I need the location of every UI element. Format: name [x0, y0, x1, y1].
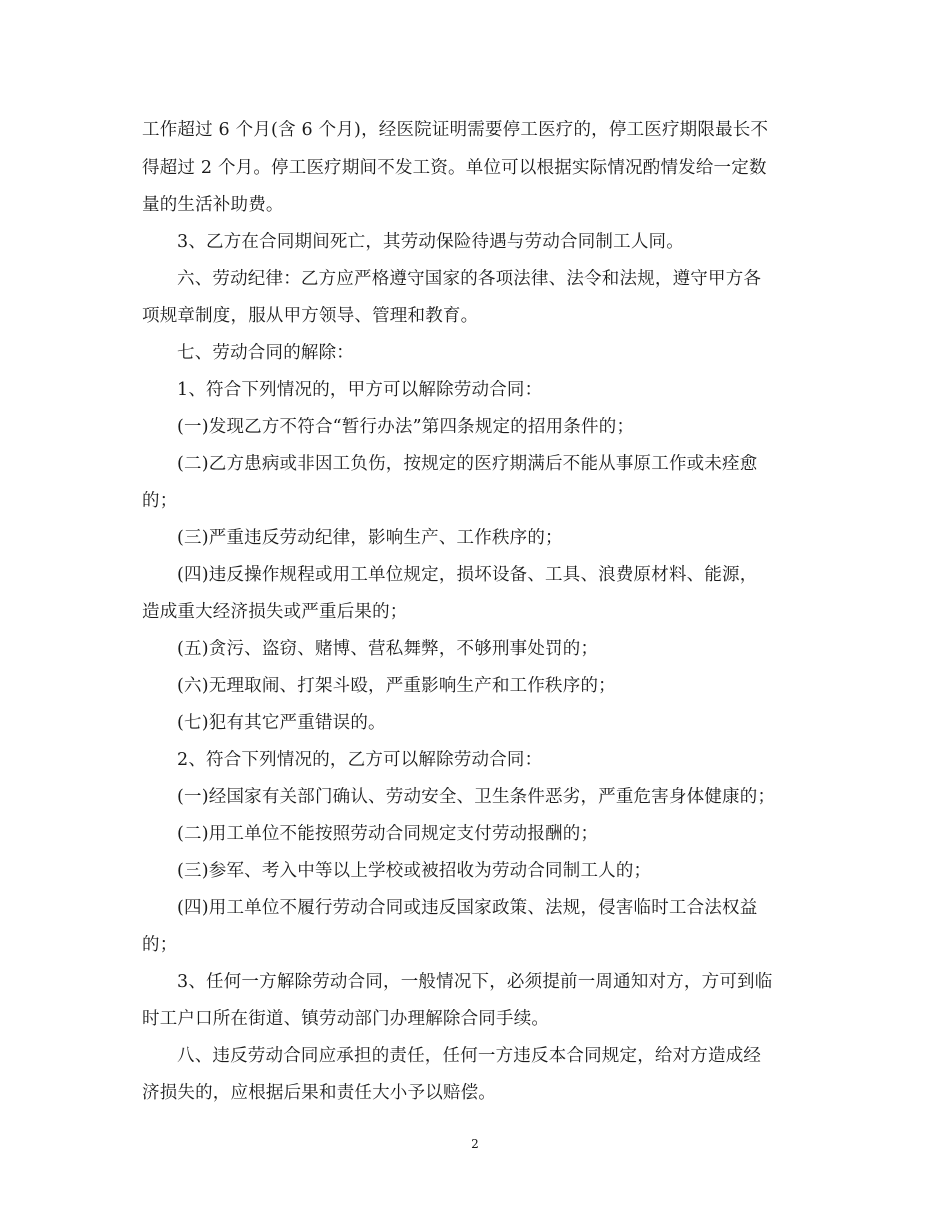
section-heading: 七、劳动合同的解除：: [177, 343, 354, 363]
text-line: 3、乙方在合同期间死亡，其劳动保险待遇与劳动合同制工人同。: [177, 232, 684, 252]
text-line: 时工户口所在街道、镇劳动部门办理解除合同手续。: [142, 1009, 550, 1029]
section-heading: 八、违反劳动合同应承担的责任，任何一方违反本合同规定，给对方造成经: [177, 1046, 762, 1066]
text-line: (五)贪污、盗窃、赌博、营私舞弊，不够刑事处罚的；: [177, 639, 599, 659]
text-line: (一)发现乙方不符合“暂行办法”第四条规定的招用条件的；: [177, 417, 635, 437]
text-line: 量的生活补助费。: [142, 195, 284, 215]
page-number: 2: [471, 1137, 479, 1151]
text-line: 造成重大经济损失或严重后果的；: [142, 602, 408, 622]
text-line: 六、劳动纪律：乙方应严格遵守国家的各项法律、法令和法规，遵守甲方各: [177, 269, 762, 289]
text-line: (六)无理取闹、打架斗殴，严重影响生产和工作秩序的；: [177, 676, 616, 696]
text-line: 的；: [142, 491, 178, 511]
text-line: 2、符合下列情况的，乙方可以解除劳动合同：: [177, 750, 543, 770]
text-line: (三)参军、考入中等以上学校或被招收为劳动合同制工人的；: [177, 861, 652, 881]
text-line: (三)严重违反劳动纪律，影响生产、工作秩序的；: [177, 528, 563, 548]
text-line: 济损失的，应根据后果和责任大小予以赔偿。: [142, 1083, 496, 1103]
text-line: 的；: [142, 935, 178, 955]
text-line: (二)乙方患病或非因工负伤，按规定的医疗期满后不能从事原工作或未痊愈: [177, 454, 758, 474]
text-line: (二)用工单位不能按照劳动合同规定支付劳动报酬的；: [177, 824, 599, 844]
text-line: (一)经国家有关部门确认、劳动安全、卫生条件恶劣，严重危害身体健康的；: [177, 787, 776, 807]
text-line: 1、符合下列情况的，甲方可以解除劳动合同：: [177, 380, 543, 400]
text-line: 项规章制度，服从甲方领导、管理和教育。: [142, 306, 479, 326]
text-line: 3、任何一方解除劳动合同，一般情况下，必须提前一周通知对方，方可到临: [177, 972, 773, 992]
text-line: 工作超过 6 个月(含 6 个月)，经医院证明需要停工医疗的，停工医疗期限最长不: [142, 120, 769, 140]
text-line: (七)犯有其它严重错误的。: [177, 713, 386, 733]
text-line: 得超过 2 个月。停工医疗期间不发工资。单位可以根据实际情况酌情发给一定数: [142, 158, 767, 178]
text-line: (四)用工单位不履行劳动合同或违反国家政策、法规，侵害临时工合法权益: [177, 898, 758, 918]
text-line: (四)违反操作规程或用工单位规定，损坏设备、工具、浪费原材料、能源，: [177, 565, 758, 585]
